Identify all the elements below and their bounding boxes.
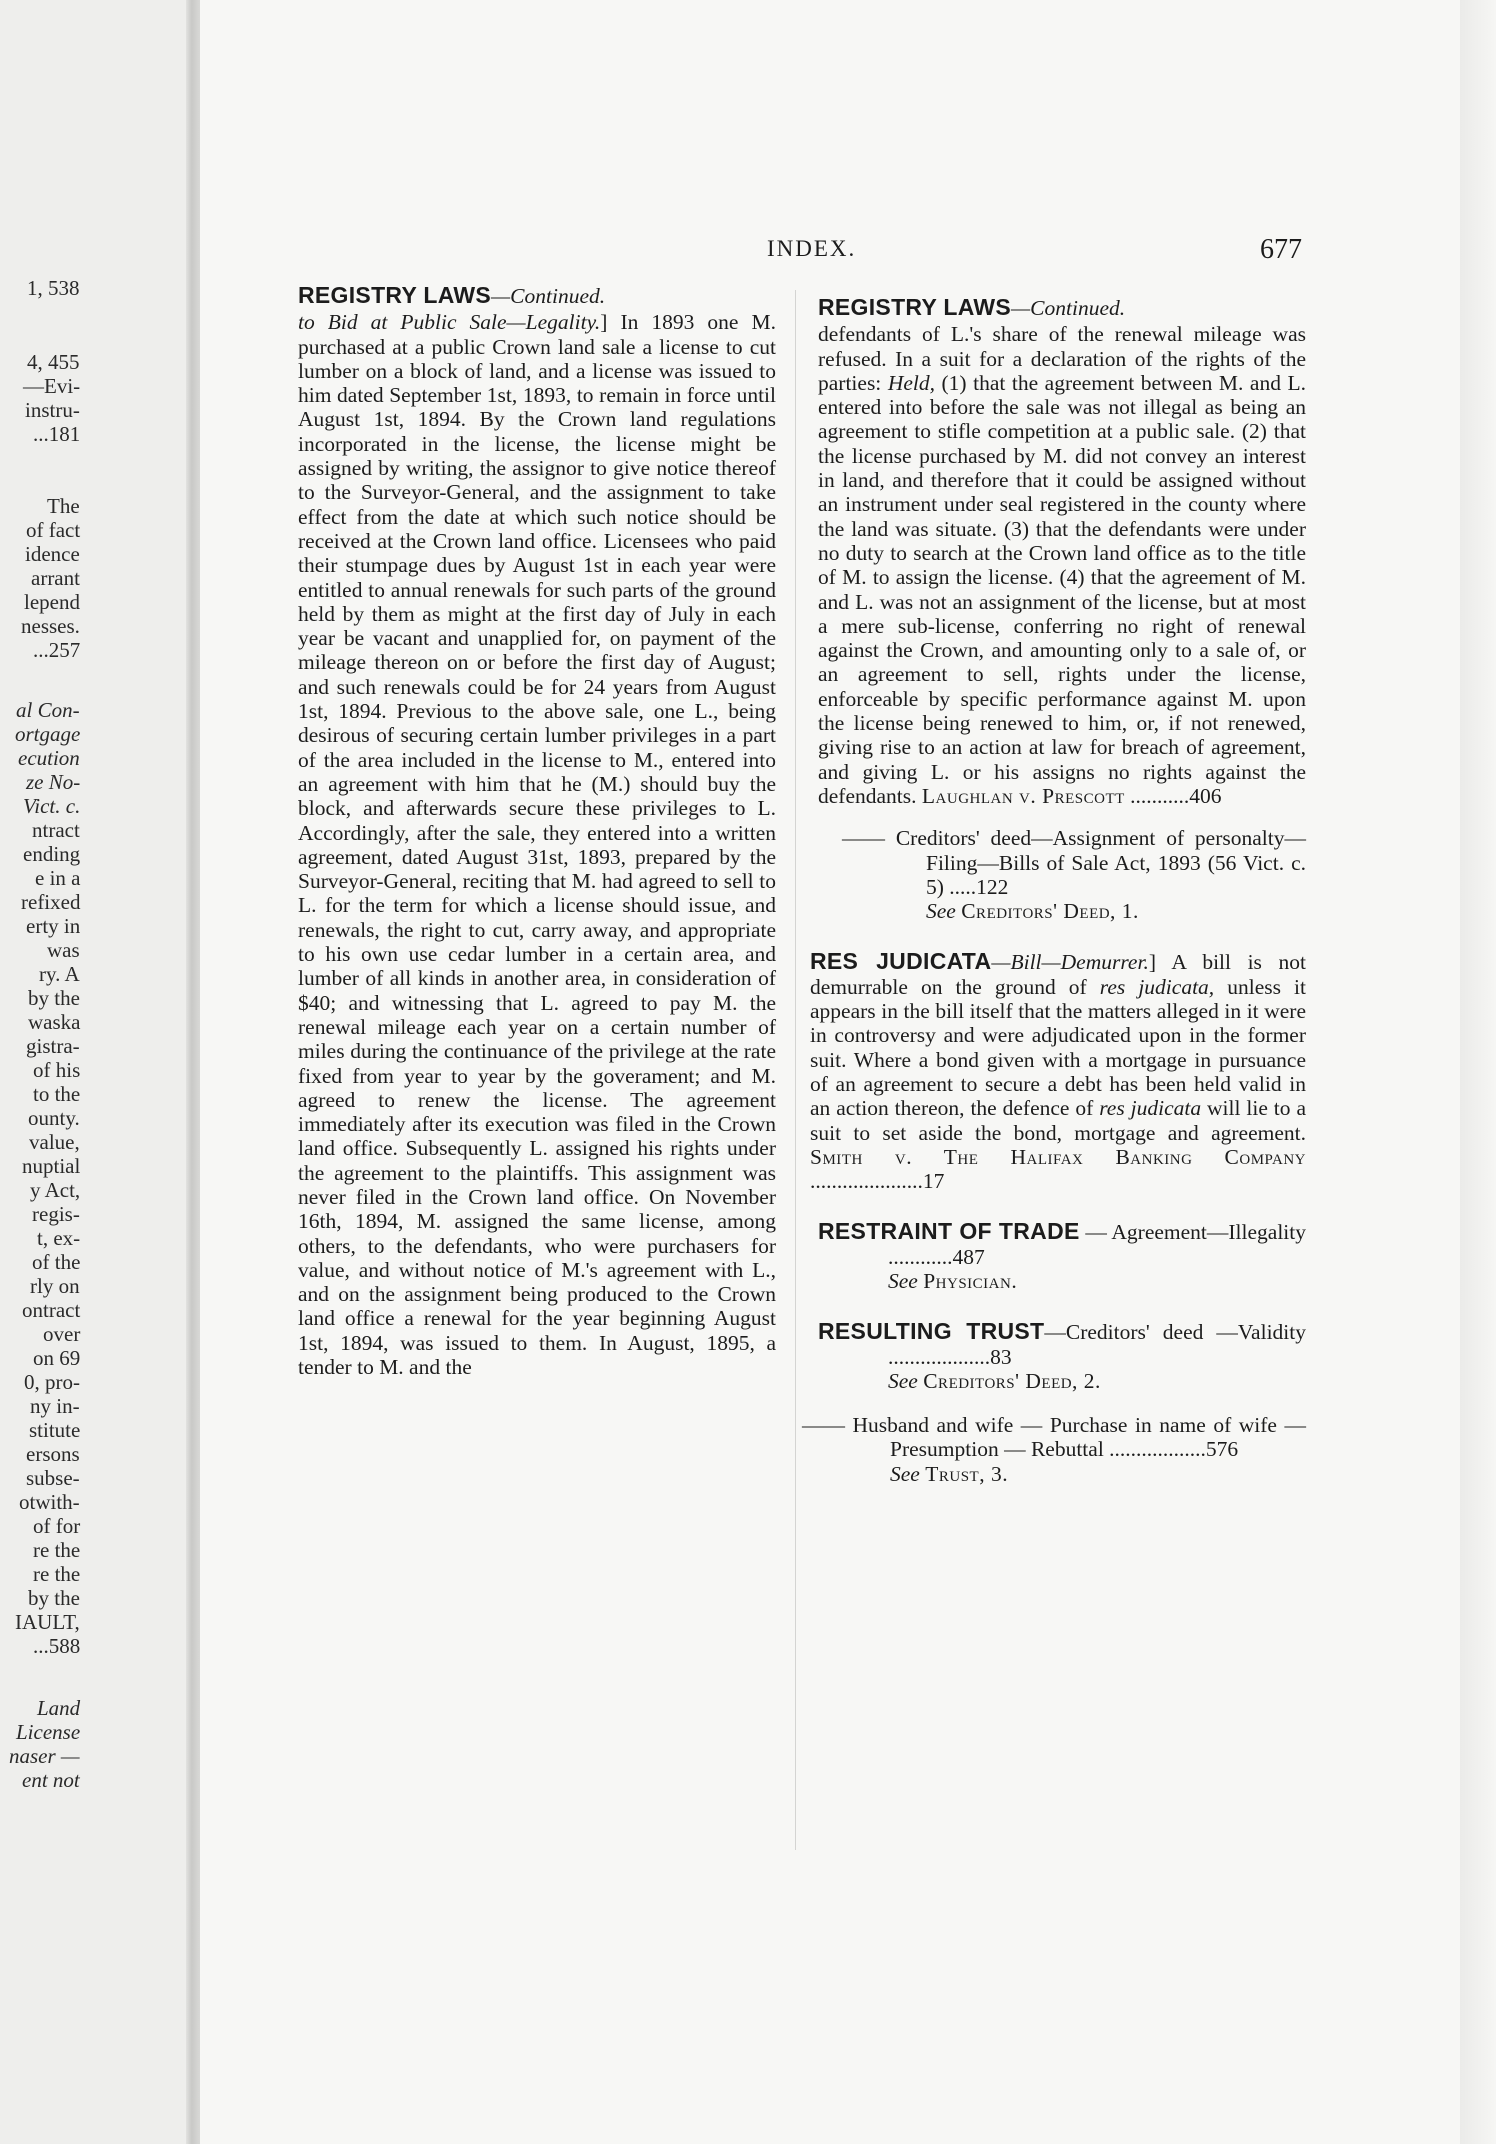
headword: RESTRAINT OF TRADE bbox=[818, 1218, 1080, 1245]
see-target: Creditors' Deed, 2. bbox=[923, 1368, 1101, 1393]
left-page-edge bbox=[0, 0, 186, 2144]
left-page-fragment: ortgage bbox=[15, 722, 81, 746]
left-page-fragment: Land bbox=[37, 1696, 81, 1720]
case-citation: Smith v. The Halifax Banking Company bbox=[810, 1144, 1306, 1169]
left-page-fragment: by the bbox=[28, 986, 80, 1010]
left-page-fragment: refixed bbox=[21, 890, 81, 914]
latin-term: res judicata, bbox=[1099, 974, 1215, 999]
page-ref: 406 bbox=[1189, 783, 1222, 808]
page-number: 677 bbox=[1260, 234, 1302, 265]
latin-term: res judicata bbox=[1099, 1096, 1202, 1121]
page-ref: 122 bbox=[976, 874, 1009, 899]
case-citation: Laughlan v. Prescott bbox=[921, 783, 1125, 808]
left-page-fragment: by the bbox=[28, 1586, 80, 1610]
sub-entry-creditors-deed bbox=[818, 826, 1306, 899]
sub-entry-text: —— Husband and wife — Purchase in name of wife — Presumption — Rebuttal .................. bbox=[802, 1413, 1306, 1462]
left-page-fragment: re the bbox=[33, 1562, 81, 1586]
entry-text: — Agreement—Illegality ............ bbox=[888, 1220, 1307, 1269]
page-ref: 576 bbox=[1205, 1437, 1239, 1462]
heading-line bbox=[298, 283, 776, 308]
left-page-fragment: over bbox=[43, 1322, 81, 1346]
left-page-fragment: erty in bbox=[26, 914, 81, 938]
entry-subject: to Bid at Public Sale—Legality. bbox=[298, 310, 601, 335]
headword: REGISTRY LAWS bbox=[818, 294, 1012, 320]
left-page-fragment: stitute bbox=[29, 1418, 81, 1442]
left-page-fragment: License bbox=[16, 1720, 81, 1744]
left-page-fragment: ntract bbox=[32, 818, 80, 842]
see-reference bbox=[818, 1269, 1306, 1293]
entry-text: (1) that the agreement between M. and L. entered into before the sale was not illegal as being an agreement to stifle competition at a public sale. (2) that the license purchased by M. did not convey an interest in land, and therefore that it could be assigned without an instrument under seal registered in the county where the land was situate. (3) that the defendants were under no duty to search at the Crown land office as to the title of M. to assign the license. (4) that the agreement of M. and L. was not an assignment of the license, but at most a mere sub-license, conferring no right of renewal against the Crown, and amounting only to a sale of, or an agreement to sell, rights under the license, enforceable by specific performance against M. upon the license being renewed to him, or, if not renewed, giving rise to an action at law for breach of agreement, and giving L. or his assigns no rights against the defendants. bbox=[818, 370, 1306, 808]
see-label: See bbox=[890, 1461, 920, 1486]
left-page-fragment: to the bbox=[33, 1082, 81, 1106]
left-page-fragment: ecution bbox=[18, 746, 80, 770]
left-page-fragment: waska bbox=[28, 1010, 81, 1034]
left-page-fragment: instru- bbox=[25, 398, 80, 422]
entry-res-judicata bbox=[810, 949, 1306, 1193]
left-page-fragment: of fact bbox=[26, 518, 81, 542]
left-page-fragment: regis- bbox=[32, 1202, 80, 1226]
see-target: Trust, 3. bbox=[925, 1461, 1009, 1486]
heading-continued: —Continued. bbox=[491, 284, 606, 308]
left-page-fragment: subse- bbox=[26, 1466, 80, 1490]
left-page-fragment: of for bbox=[33, 1514, 81, 1538]
left-page-fragment: was bbox=[47, 938, 80, 962]
left-page-fragment: y Act, bbox=[30, 1178, 81, 1202]
entry-continuation bbox=[818, 322, 1306, 808]
left-page-fragment: e in a bbox=[35, 866, 81, 890]
heading-line bbox=[818, 295, 1306, 320]
left-page-fragment: lepend bbox=[24, 590, 80, 614]
left-page-fragment: ersons bbox=[26, 1442, 80, 1466]
left-page-fragment: otwith- bbox=[19, 1490, 80, 1514]
left-page-fragment: ...257 bbox=[33, 638, 81, 662]
left-page-fragment: Vict. c. bbox=[23, 794, 81, 818]
left-page-fragment: ze No- bbox=[26, 770, 81, 794]
left-page-fragment: al Con- bbox=[16, 698, 80, 722]
left-page-fragment: IAULT, bbox=[15, 1610, 80, 1634]
right-margin bbox=[1460, 0, 1496, 2144]
left-page-fragment: on 69 bbox=[33, 1346, 81, 1370]
left-page-fragment: of the bbox=[32, 1250, 81, 1274]
left-page-fragment: value, bbox=[29, 1130, 80, 1154]
entry-text: —Creditors' deed —Validity ................... bbox=[888, 1320, 1306, 1369]
entry-body bbox=[298, 310, 776, 1379]
see-label: See bbox=[888, 1368, 918, 1393]
left-page-fragment: nuptial bbox=[22, 1154, 81, 1178]
entry-resulting-trust bbox=[802, 1319, 1306, 1369]
left-page-fragment: ry. A bbox=[39, 962, 80, 986]
left-page-fragment: ending bbox=[23, 842, 81, 866]
page-ref: 487 bbox=[952, 1244, 985, 1269]
page-ref: 17 bbox=[922, 1169, 945, 1194]
left-page-fragment: re the bbox=[33, 1538, 81, 1562]
book-gutter bbox=[186, 0, 200, 2144]
heading-continued: —Continued. bbox=[1011, 296, 1126, 320]
left-page-fragment: t, ex- bbox=[37, 1226, 81, 1250]
running-head: INDEX. bbox=[767, 236, 857, 261]
see-reference bbox=[818, 1462, 1306, 1486]
dot-leader: ........... bbox=[1124, 783, 1190, 808]
left-column bbox=[298, 283, 776, 1379]
left-page-fragment: idence bbox=[25, 542, 80, 566]
entry-text: will lie to a suit to set aside the bond, mortgage and agreement. bbox=[810, 1096, 1306, 1145]
left-page-fragment: The bbox=[47, 494, 80, 518]
entry-text: ] A bill is not demurrable on the ground of bbox=[810, 950, 1306, 999]
see-target: Physician. bbox=[923, 1268, 1018, 1293]
entry-subject: —Bill—Demurrer. bbox=[991, 950, 1149, 975]
left-page-fragment: ...588 bbox=[33, 1634, 81, 1658]
column-divider bbox=[795, 290, 797, 1850]
sub-entry-husband-and-wife bbox=[802, 1413, 1306, 1462]
left-page-fragment: nesses. bbox=[21, 614, 80, 638]
see-reference bbox=[818, 1369, 1306, 1393]
left-page-fragment: naser — bbox=[9, 1744, 80, 1768]
left-page-fragment: —Evi- bbox=[23, 374, 81, 398]
left-page-fragment: gistra- bbox=[26, 1034, 80, 1058]
entry-text: ] In 1893 one M. purchased at a public Crown land sale a license to cut lumber on a block of land, and a license was issued to him dated September 1st, 1893, to remain in force until August 1st, 1894. By the Crown land regulations incorporated in the license, the license might be assigned by writing, the assignor to give notice thereof to the Surveyor-General, and the assignment to take effect from the date at which such notice should be received at the Crown land office. Licensees who paid their stumpage dues by August 1st in each year were entitled to annual renewals for such parts of the ground held by them as might at the first day of July in each year be vacant and unapplied for, on payment of the mileage thereon on or before the first day of August; and such renewals could be for 24 years from August 1st, 1894. Previous to the above sale, one L., being desirous of securing certain lumber privileges in a part of the area included in the license to M., entered into an agreement with him that he (M.) should buy the block, and afterwards secure these privileges to L. Accordingly, after the sale, they entered into a written agreement, dated August 31st, 1893, prepared by the Surveyor-General, reciting that M. had agreed to sell to L. for the term for which a license should issue, and renewals, the right to cut, carry away, and appropriate to his own use cedar lumber in a certain area, and lumber of all kinds in another area, in consideration of $40; and witnessing that L. agreed to pay M. the renewal mileage each year on a certain number of miles during the continuance of the privilege at the rate fixed from year to year by the goverament; and M. agreed to renew the license. The agreement immediately after its execution was filed in the Crown land office. Subsequently L. assigned his rights under the agreement to the plaintiffs. This assignment was never filed in the Crown land office. On November 16th, 1894, M. assigned the same license, among others, to the defendants, who were purchasers for value, and without notice of M.'s agreement with L., and on the assignment being produced to the Crown land office a renewal for the year beginning August 1st, 1894, was issued to them. In August, 1895, a tender to M. and the bbox=[298, 310, 776, 1380]
headword: RES JUDICATA bbox=[810, 948, 992, 975]
left-page-fragment: arrant bbox=[31, 566, 80, 590]
left-page-fragment: of his bbox=[33, 1058, 81, 1082]
see-label: See bbox=[926, 899, 956, 924]
left-page-fragment: ontract bbox=[22, 1298, 81, 1322]
left-page-fragment: ounty. bbox=[28, 1106, 80, 1130]
entry-text: unless it appears in the bill itself that the matters alleged in it were in controversy and were adjudicated upon in the former suit. Where a bond given with a mortgage in pursuance of an agreement to secure a debt has been held valid in an action thereon, the defence of bbox=[810, 974, 1307, 1121]
held-label: Held, bbox=[887, 370, 935, 395]
page-ref: 83 bbox=[990, 1344, 1012, 1369]
left-page-fragment: ny in- bbox=[30, 1394, 80, 1418]
left-page-fragment: ent not bbox=[22, 1768, 80, 1792]
left-page-fragment: 1, 538 bbox=[27, 276, 80, 300]
headword: RESULTING TRUST bbox=[818, 1318, 1045, 1345]
left-page-fragment: ...181 bbox=[33, 422, 81, 446]
headword: REGISTRY LAWS bbox=[298, 282, 492, 308]
see-target: Creditors' Deed, 1. bbox=[961, 899, 1139, 924]
entry-restraint-of-trade bbox=[804, 1219, 1306, 1269]
left-page-fragment: 4, 455 bbox=[27, 350, 80, 374]
left-page-fragment: 0, pro- bbox=[24, 1370, 80, 1394]
dot-leader: ..................... bbox=[810, 1169, 923, 1194]
right-column bbox=[802, 294, 1307, 1486]
entry-text: defendants of L.'s share of the renewal mileage was refused. In a suit for a declaration of the rights of the parties: bbox=[818, 322, 1306, 395]
see-reference bbox=[818, 899, 1306, 923]
see-label: See bbox=[888, 1268, 918, 1293]
left-page-fragment: rly on bbox=[30, 1274, 80, 1298]
sub-entry-text: —— Creditors' deed—Assignment of personalty—Filing—Bills of Sale Act, 1893 (56 Vict. c. 5) ..... bbox=[842, 826, 1306, 899]
